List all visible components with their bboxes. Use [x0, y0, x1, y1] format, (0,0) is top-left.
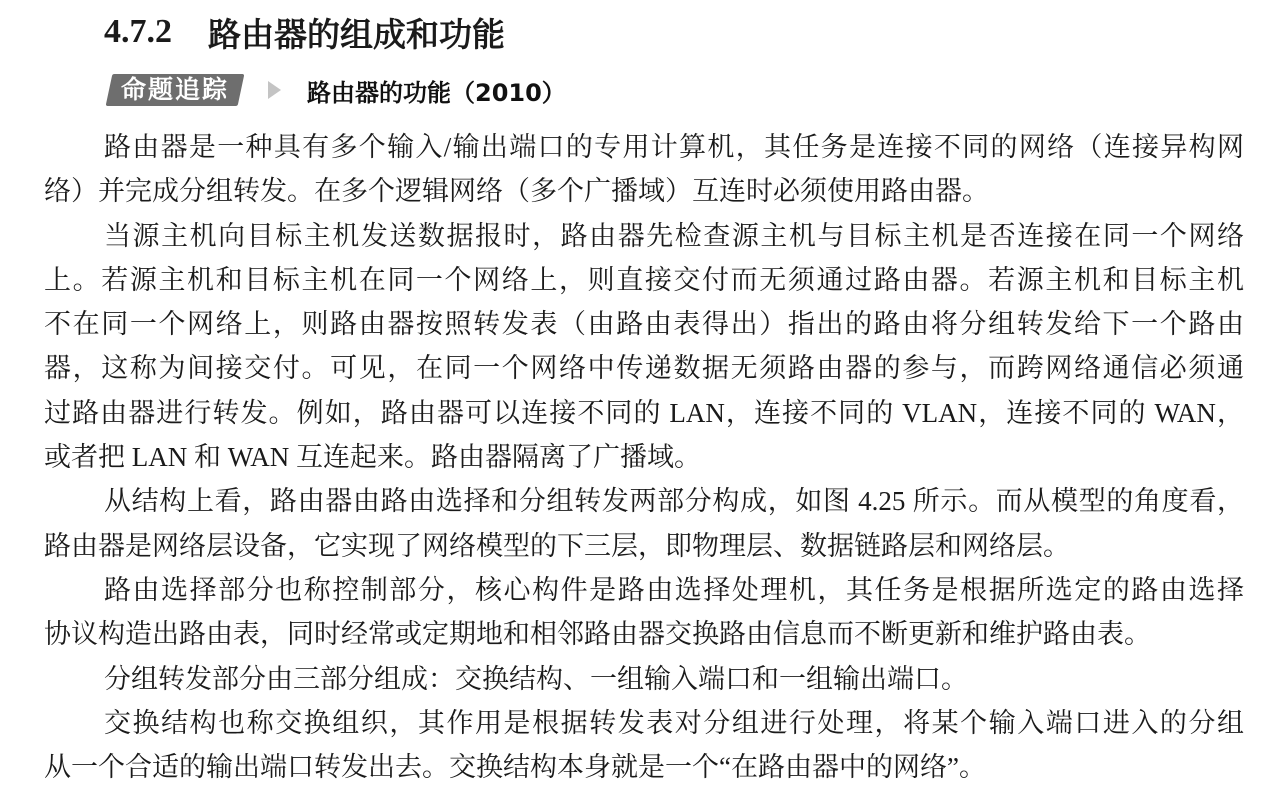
section-heading	[104, 10, 505, 54]
text-run: 两部分构成，如图 4.25 所示。而从模型的角度看，	[629, 486, 1244, 517]
text-run: 协议构造出路由表，同时经常或定期地和相邻路由器交换路由信息而不断更新和维护路由表。	[44, 619, 1151, 650]
paragraph	[44, 479, 1244, 568]
paragraph	[44, 657, 1244, 701]
emphasized-term: 间接交付	[187, 353, 302, 385]
text-line	[44, 479, 1244, 523]
text-run: 。	[941, 663, 968, 694]
text-line	[44, 214, 1244, 258]
text-line	[44, 612, 1244, 656]
body-text	[44, 125, 1244, 789]
text-run: ，其作用是根据转发表对分组进行处理，将某个输入端口进入的分组	[389, 707, 1245, 738]
play-triangle-icon	[268, 81, 281, 99]
text-run: 也称	[218, 707, 276, 738]
text-run: 也称	[275, 574, 333, 605]
text-run: 从结构上看，路由器由	[104, 486, 381, 517]
topic-tracker-badge	[106, 74, 245, 106]
topic-tracker	[104, 74, 566, 106]
badge-label: 命题追踪	[120, 75, 229, 104]
text-run: ，核心构件是路由选择处理机，其任务是根据所选定的路由选择	[446, 574, 1245, 605]
text-run: 由三部分组成：	[266, 663, 455, 694]
text-run: 路由器是一种具有多个输入/输出端口的专用计算机，其任务是连接不同的网络（连接异构网	[104, 132, 1244, 162]
text-line	[44, 302, 1244, 346]
paragraph	[44, 701, 1244, 790]
emphasized-term: 直接交付	[616, 264, 731, 296]
emphasized-term: 控制部分	[332, 574, 447, 606]
text-run: 过路由器进行转发。例如，路由器可以连接不同的 LAN，连接不同的 VLAN，连接不同的 WAN，	[44, 397, 1244, 428]
text-run: 和	[491, 486, 519, 517]
text-line	[44, 745, 1244, 789]
text-line	[44, 568, 1244, 612]
text-run: 。可见，在同一个网络中传递数据无须路由器的参与，而跨网络通信必须通	[301, 353, 1245, 384]
text-line	[44, 391, 1244, 435]
paragraph	[44, 125, 1244, 214]
paragraph	[44, 214, 1244, 480]
section-number: 4.7.2	[104, 13, 172, 50]
text-run: 不在同一个网络上，则路由器按照转发表（由路由表得出）指出的路由将分组转发给下一个路由	[44, 309, 1244, 340]
emphasized-term: 交换结构	[104, 707, 219, 739]
text-line	[44, 169, 1244, 213]
text-line	[44, 125, 1244, 169]
paragraph	[44, 568, 1244, 657]
text-run: 路由器是网络层设备，它实现了网络模型的下三层，即物理层、数据链路层和网络层。	[44, 530, 1070, 561]
emphasized-term: 路由选择部分	[104, 574, 276, 606]
text-line	[44, 435, 1244, 479]
text-run: 器，这称为	[44, 353, 188, 384]
text-run: 当源主机向目标主机发送数据报时，路由器先检查源主机与目标主机是否连接在同一个网络	[104, 220, 1244, 251]
text-line	[44, 258, 1244, 302]
text-run: 从一个合适的输出端口转发出去。交换结构本身就是一个“在路由器中的网络”。	[44, 752, 986, 783]
text-run: 络）并完成分组转发。在多个逻辑网络（多个广播域）互连时必须使用路由器。	[44, 176, 989, 207]
text-line	[44, 701, 1244, 745]
text-run: 上。若源主机和目标主机在同一个网络上，则	[44, 264, 617, 295]
text-line	[44, 657, 1244, 701]
emphasized-term: 交换组织	[275, 707, 390, 739]
text-run: 或者把 LAN 和 WAN 互连起来。路由器隔离了广播域。	[44, 442, 701, 473]
text-line	[44, 346, 1244, 390]
text-run: 而无须通过路由器。若源主机和目标主机	[730, 264, 1245, 295]
text-line	[44, 524, 1244, 568]
emphasized-term: 交换结构、一组输入端口和一组输出端口	[455, 663, 941, 695]
emphasized-term: 分组转发	[518, 486, 630, 518]
emphasized-term: 路由选择	[380, 486, 492, 518]
emphasized-term: 分组转发部分	[104, 663, 266, 695]
tracked-topic: 路由器的功能（2010）	[307, 78, 566, 107]
section-title: 路由器的组成和功能	[208, 14, 505, 54]
